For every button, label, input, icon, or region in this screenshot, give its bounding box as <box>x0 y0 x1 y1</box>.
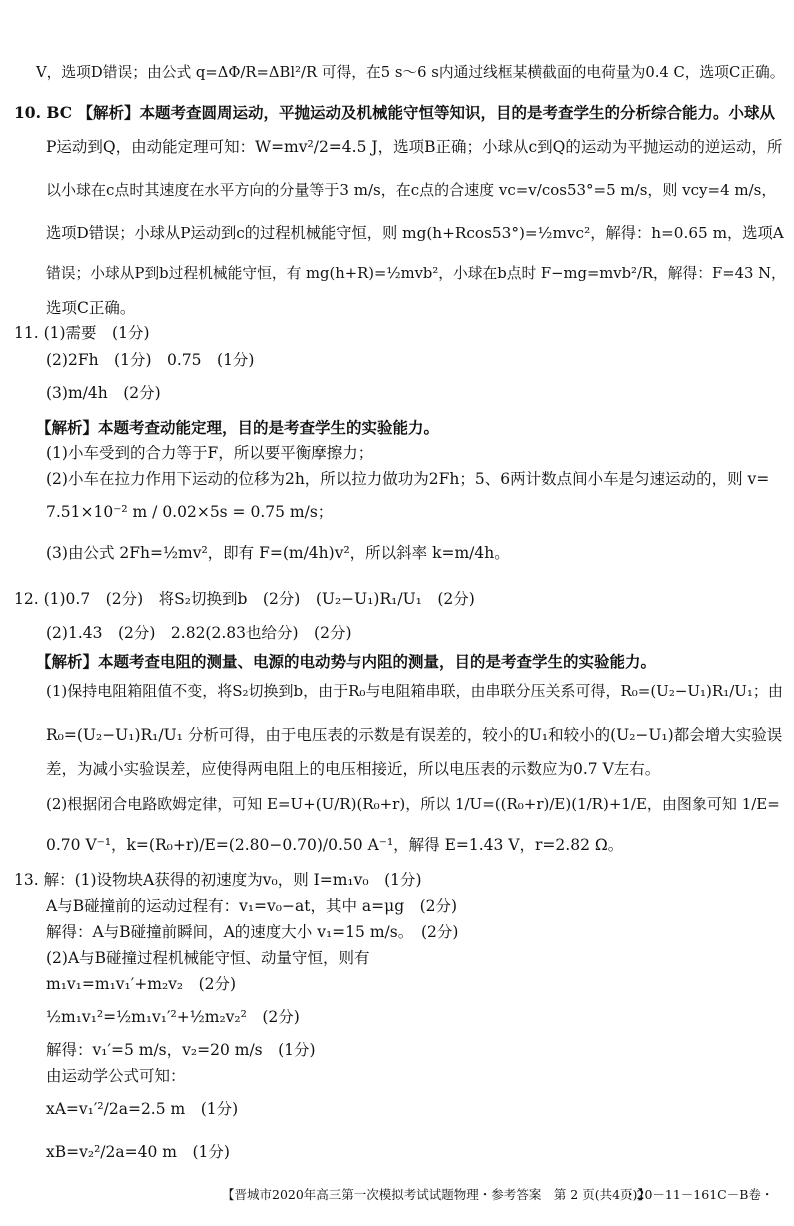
footer-left: 【晋城市2020年高三第一次模拟考试试题物理・参考答案 第 2 页(共4页)】 <box>222 1187 650 1202</box>
text-line: (3)m/4h (2分) <box>46 384 161 402</box>
text-line: (2)2Fh (1分) 0.75 (1分) <box>46 351 255 369</box>
text-line: (2)小车在拉力作用下运动的位移为2h，所以拉力做功为2Fh；5、6两计数点间小车是匀速运动的，则 v= <box>46 470 770 488</box>
text-line: (1)保持电阻箱阻值不变，将S₂切换到b，由于R₀与电阻箱串联，由串联分压关系可得，R₀=(U₂−U₁)R₁/U₁；由 <box>46 682 783 700</box>
text-line: 选项D错误；小球从P运动到c的过程机械能守恒，则 mg(h+Rcos53°)=½mvc²，解得：h=0.65 m，选项A <box>46 224 784 242</box>
text-line: V，选项D错误；由公式 q=ΔΦ/R=ΔBl²/R 可得，在5 s～6 s内通过线框某横截面的电荷量为0.4 C，选项C正确。 <box>36 64 785 81</box>
text-line: (3)由公式 2Fh=½mv²，即有 F=(m/4h)v²，所以斜率 k=m/4h。 <box>46 544 510 562</box>
text-line: 解得：A与B碰撞前瞬间，A的速度大小 v₁=15 m/s。 (2分) <box>46 923 459 941</box>
text-line: (1)小车受到的合力等于F，所以要平衡摩擦力； <box>46 444 374 462</box>
text-line: 10. BC 【解析】本题考查圆周运动，平抛运动及机械能守恒等知识，目的是考查学生的分析综合能力。小球从 <box>14 103 775 122</box>
text-line: (2)根据闭合电路欧姆定律，可知 E=U+(U/R)(R₀+r)，所以 1/U=((R₀+r)/E)(1/R)+1/E，由图象可知 1/E= <box>46 795 780 813</box>
text-line: 0.70 V⁻¹，k=(R₀+r)/E=(2.80−0.70)/0.50 A⁻¹，解得 E=1.43 V，r=2.82 Ω。 <box>46 836 624 854</box>
text-line: R₀=(U₂−U₁)R₁/U₁ 分析可得，由于电压表的示数是有误差的，较小的U₁和较小的(U₂−U₁)都会增大实验误 <box>46 726 783 744</box>
text-line: 以小球在c点时其速度在水平方向的分量等于3 m/s，在c点的合速度 vc=v/cos53°=5 m/s，则 vcy=4 m/s， <box>46 181 777 199</box>
text-line: 7.51×10⁻² m / 0.02×5s = 0.75 m/s； <box>46 503 334 521</box>
question-13-answer: 13. 解：(1)设物块A获得的初速度为v₀，则 I=m₁v₀ (1分) <box>14 871 422 889</box>
text-line: (2)1.43 (2分) 2.82(2.83也给分) (2分) <box>46 624 352 642</box>
text-line: A与B碰撞前的运动过程有：v₁=v₀−at，其中 a=μg (2分) <box>46 897 458 915</box>
text-line: 错误；小球从P到b过程机械能守恒，有 mg(h+R)=½mvb²，小球在b点时 F−mg=mvb²/R，解得：F=43 N， <box>46 265 786 282</box>
question-11-answer: 11. (1)需要 (1分) <box>14 324 150 342</box>
text-line: (2)A与B碰撞过程机械能守恒、动量守恒，则有 <box>46 949 370 967</box>
question-12-answer: 12. (1)0.7 (2分) 将S₂切换到b (2分) (U₂−U₁)R₁/U₁ (2分) <box>14 590 475 608</box>
analysis-heading: 【解析】本题考查动能定理，目的是考查学生的实验能力。 <box>36 418 440 437</box>
text-line: 选项C正确。 <box>46 299 136 317</box>
analysis-heading: 【解析】本题考查电阻的测量、电源的电动势与内阻的测量，目的是考查学生的实验能力。 <box>36 652 657 671</box>
text-line: ½m₁v₁²=½m₁v₁′²+½m₂v₂² (2分) <box>46 1008 300 1026</box>
text-line: m₁v₁=m₁v₁′+m₂v₂ (2分) <box>46 975 237 993</box>
text-line: 解得：v₁′=5 m/s，v₂=20 m/s (1分) <box>46 1041 316 1059</box>
text-line: xA=v₁′²/2a=2.5 m (1分) <box>46 1100 239 1118</box>
text-line: 由运动学公式可知： <box>46 1067 186 1085</box>
footer-right: ・20－11－161C－B卷・ <box>624 1187 774 1202</box>
text-line: 差，为减小实验误差，应使得两电阻上的电压相接近，所以电压表的示数应为0.7 V左右。 <box>46 760 661 778</box>
text-line: xB=v₂²/2a=40 m (1分) <box>46 1143 230 1161</box>
text-line: P运动到Q，由动能定理可知：W=mv²/2=4.5 J，选项B正确；小球从c到Q的运动为平抛运动的逆运动，所 <box>46 138 783 156</box>
